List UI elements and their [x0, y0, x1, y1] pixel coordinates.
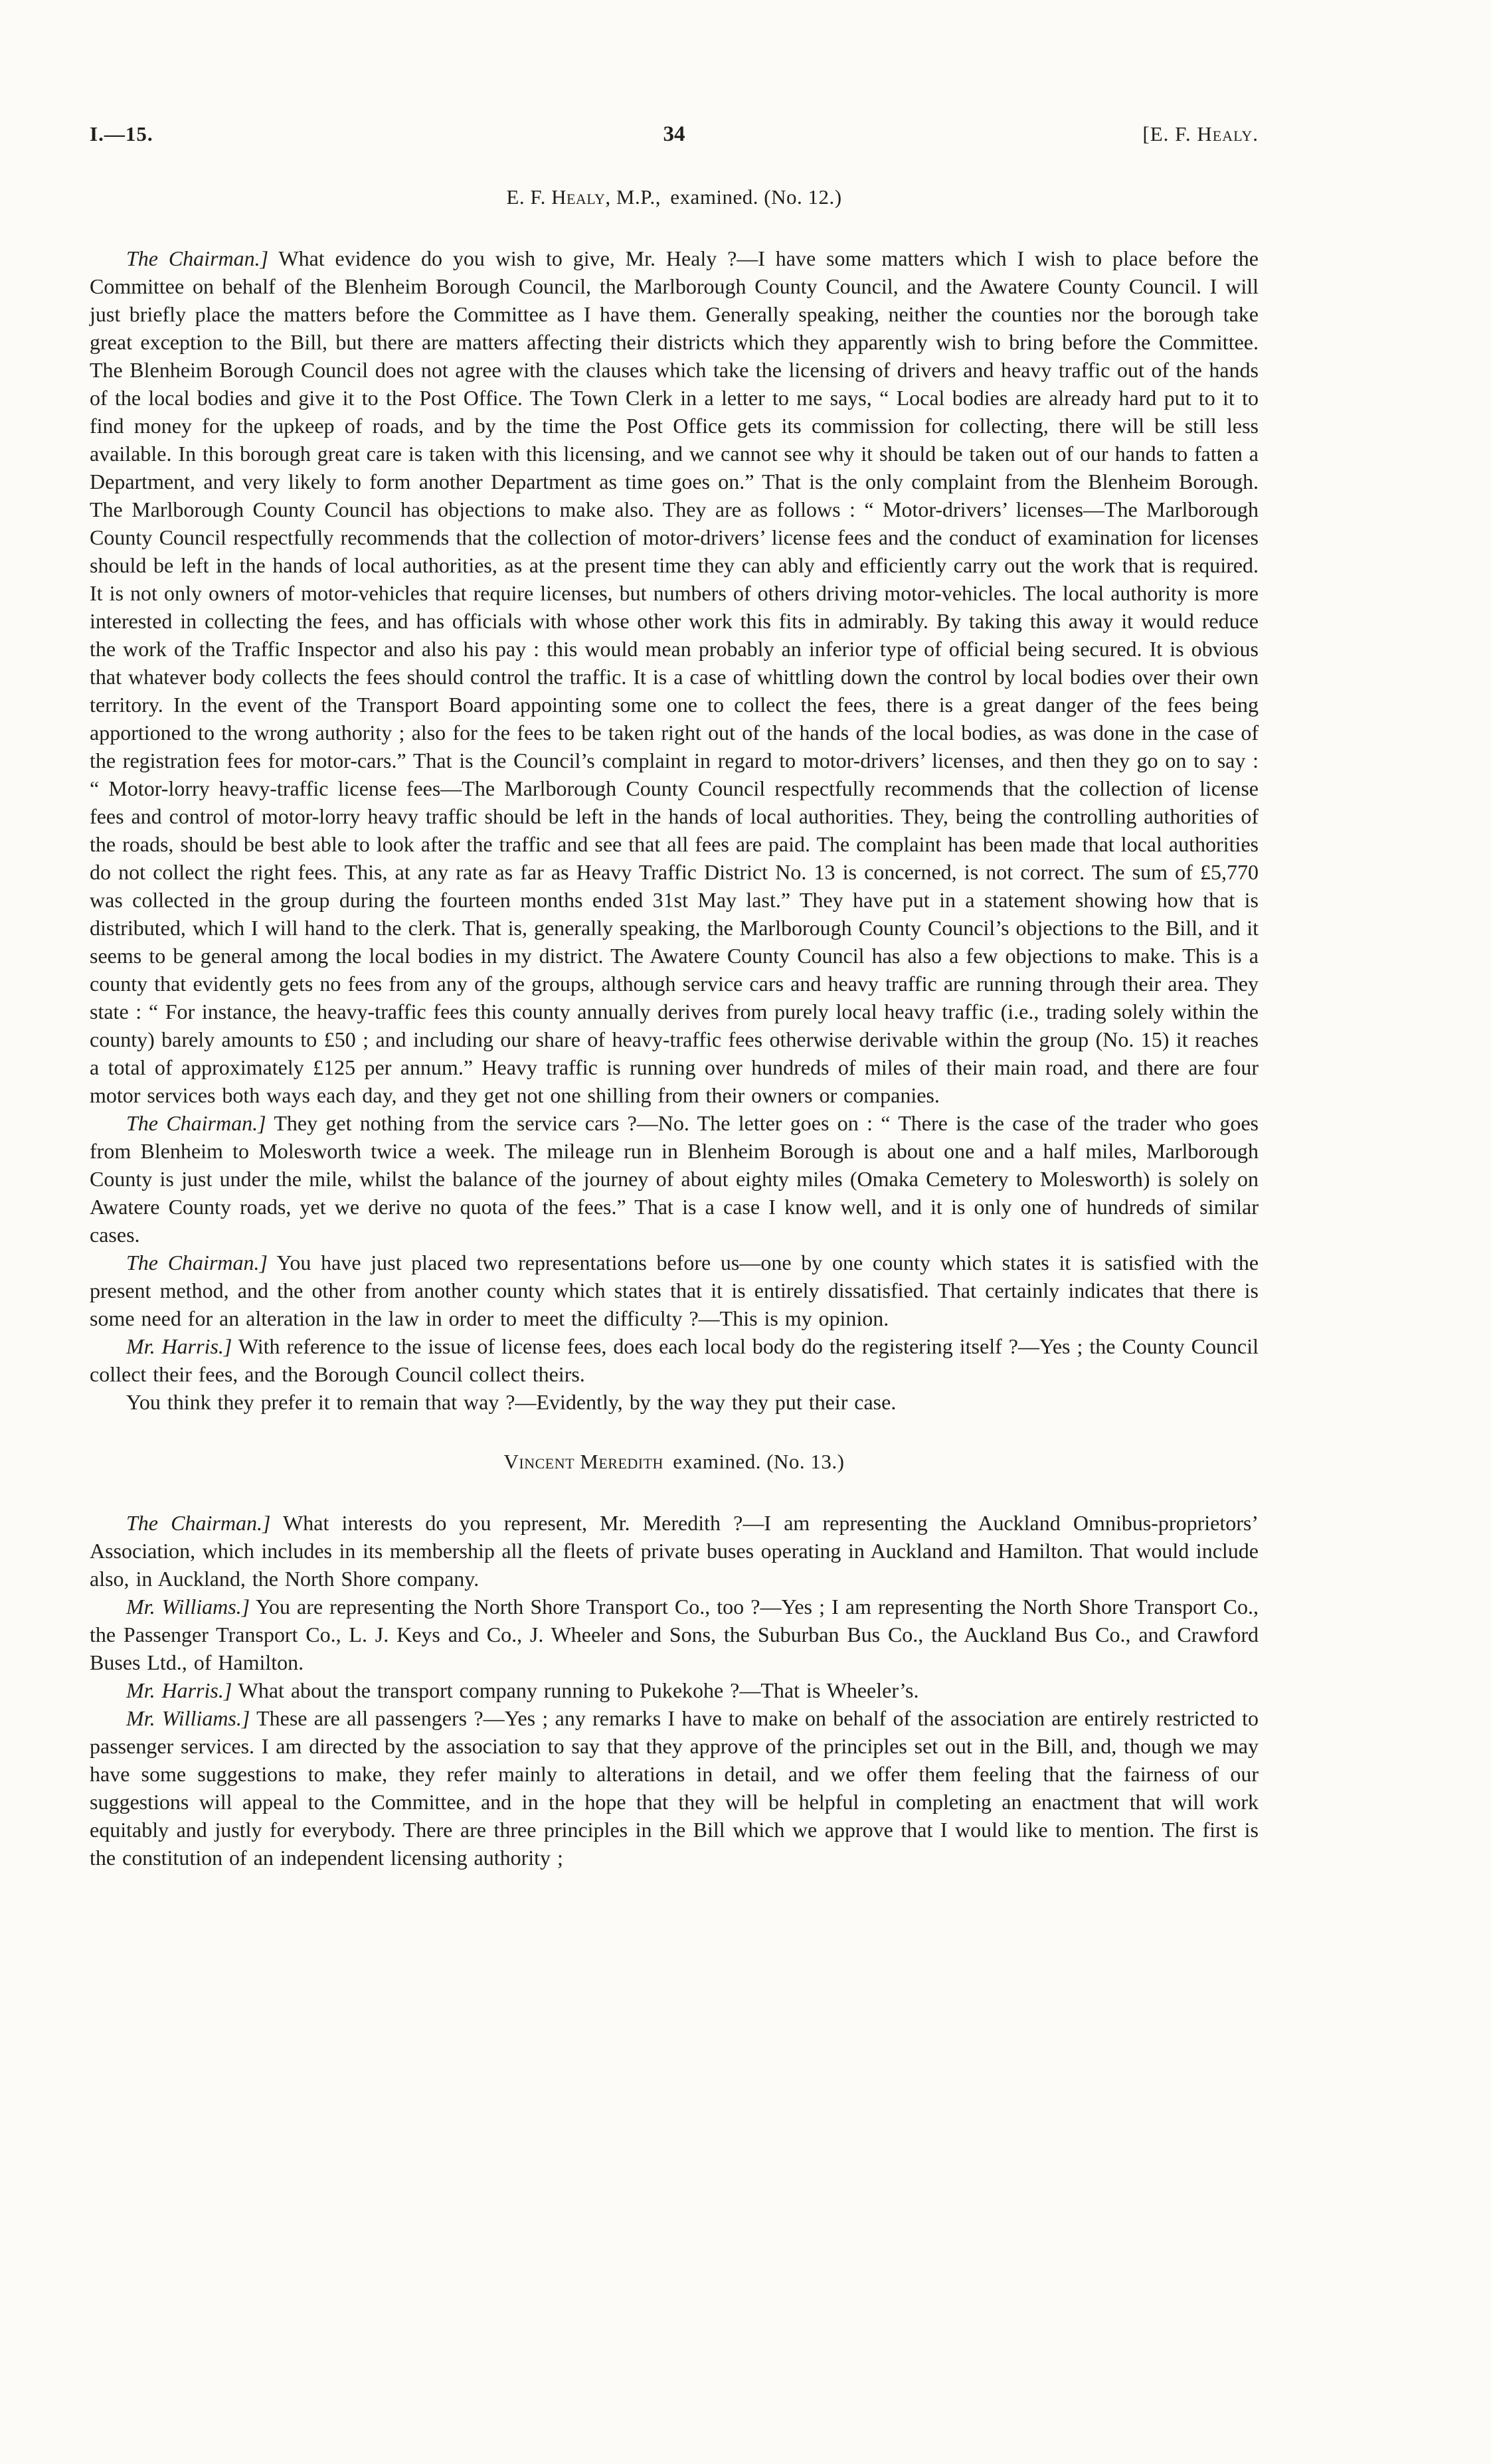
witness-name: E. F. Healy, M.P., — [506, 185, 661, 209]
testimony-section-healy — [90, 183, 1259, 1416]
paragraph-text: You have just placed two representations before us—one by one county which states it is satisfied with the present method, and the other from another county which states that it is entirely dissatisfied. That certainly indicates that there is some need for an alteration in the law in order to meet the difficulty ?—This is my opinion. — [90, 1251, 1259, 1330]
paragraph — [90, 1388, 1259, 1416]
paragraph-text: What evidence do you wish to give, Mr. Healy ?—I have some matters which I wish to place before the Committee on behalf of the Blenheim Borough Council, the Marlborough County Council, and the Awatere County Council. I will just briefly place the matters before the Committee as I have them. Generally speaking, neither the counties nor the borough take great exception to the Bill, but there are matters affecting their districts which they apparently wish to bring before the Committee. The Blenheim Borough Council does not agree with the clauses which take the licensing of drivers and heavy traffic out of the hands of the local bodies and give it to the Post Office. The Town Clerk in a letter to me says, “ Local bodies are already hard put to it to find money for the upkeep of roads, and by the time the Post Office gets its commission for collecting, there will be still less available. In this borough great care is taken with this licensing, and we cannot see why it should be taken out of our hands to fatten a Department, and very likely to form another Department as time goes on.” That is the only complaint from the Blenheim Borough. The Marlborough County Council has objections to make also. They are as follows : “ Motor-drivers’ licenses—The Marlborough County Council respectfully recommends that the collection of motor-drivers’ license fees and the conduct of examination for licenses should be left in the hands of local authorities, as at the present time they can ably and efficiently carry out the work that is required. It is not only owners of motor-vehicles that require licenses, but numbers of others driving motor-vehicles. The local authority is more interested in collecting the fees, and has officials with whose other work this fits in admirably. By taking this away it would reduce the work of the Traffic Inspector and also his pay : this would mean probably an inferior type of official being secured. It is obvious that whatever body collects the fees should control the traffic. It is a case of whittling down the control by local bodies over their own territory. In the event of the Transport Board appointing some one to collect the fees, there is a great danger of the fees being apportioned to the wrong authority ; also for the fees to be taken right out of the hands of the local bodies, as was done in the case of the registration fees for motor-cars.” That is the Council’s complaint in regard to motor-drivers’ licenses, and then they go on to say : “ Motor-lorry heavy-traffic license fees—The Marlborough County Council respectfully recommends that the collection of license fees and control of motor-lorry heavy traffic should be left in the hands of local authorities. They, being the controlling authorities of the roads, should be best able to look after the traffic and see that all fees are paid. The complaint has been made that local authorities do not collect the right fees. This, at any rate as far as Heavy Traffic District No. 13 is concerned, is not correct. The sum of £5,770 was collected in the group during the fourteen months ended 31st May last.” They have put in a statement showing how that is distributed, which I will hand to the clerk. That is, generally speaking, the Marlborough County Council’s objections to the Bill, and it seems to be general among the local bodies in my district. The Awatere County Council has also a few objections to make. This is a county that evidently gets no fees from any of the groups, although service cars and heavy traffic are running through their area. They state : “ For instance, the heavy-traffic fees this county annually derives from purely local heavy traffic (i.e., trading solely within the county) barely amounts to £50 ; and including our share of heavy-traffic fees otherwise derivable within the group (No. 15) it reaches a total of approximately £125 per annum.” Heavy traffic is running over hundreds of miles of their main road, and there are four motor services both ways each day, and they get not one shilling from their owners or companies. — [90, 246, 1259, 1107]
paragraph — [90, 1593, 1259, 1676]
section-heading-meredith — [90, 1448, 1259, 1476]
paragraph-text: You are representing the North Shore Transport Co., too ?—Yes ; I am representing the North Shore Transport Co., the Passenger Transport Co., L. J. Keys and Co., J. Wheeler and Sons, the Suburban Bus Co., the Auckland Bus Co., and Crawford Buses Ltd., of Hamilton. — [90, 1595, 1259, 1674]
paragraph — [90, 1109, 1259, 1249]
speaker-label: Mr. Harris.] — [126, 1334, 232, 1358]
paragraph-text: These are all passengers ?—Yes ; any remarks I have to make on behalf of the association are entirely restricted to passenger services. I am directed by the association to say that they approve of the principles set out in the Bill, and, though we may have some suggestions to make, they refer mainly to alterations in detail, and we offer them feeling that the fairness of our suggestions will appeal to the Committee, and in the hope that they will be helpful in completing an enactment that will work equitably and justly for everybody. There are three principles in the Bill which we approve that I would like to mention. The first is the constitution of an independent licensing authority ; — [90, 1706, 1259, 1870]
running-header — [90, 120, 1259, 149]
paragraph — [90, 1676, 1259, 1704]
paragraph-text: What interests do you represent, Mr. Meredith ?—I am representing the Auckland Omnibus-proprietors’ Association, which includes in its membership all the fleets of private buses operating in Auckland and Hamilton. That would include also, in Auckland, the North Shore company. — [90, 1511, 1259, 1591]
paragraph — [90, 1509, 1259, 1593]
paragraph-text: They get nothing from the service cars ?—No. The letter goes on : “ There is the case of the trader who goes from Blenheim to Molesworth twice a week. The mileage run in Blenheim Borough is about one and a half miles, Marlborough County is just under the mile, whilst the balance of the journey of about eighty miles (Omaka Cemetery to Molesworth) is solely on Awatere County roads, yet we derive no quota of the fees.” That is a case I know well, and it is only one of hundreds of similar cases. — [90, 1111, 1259, 1247]
paragraph — [90, 244, 1259, 1109]
witness-name: Vincent Meredith — [503, 1450, 663, 1473]
paragraph — [90, 1704, 1259, 1872]
speaker-label: Mr. Harris.] — [126, 1678, 232, 1702]
paper-number: I.—15. — [90, 122, 153, 145]
heading-suffix: examined. (No. 13.) — [673, 1450, 845, 1473]
testimony-section-meredith — [90, 1448, 1259, 1872]
paragraph — [90, 1249, 1259, 1332]
speaker-label: The Chairman.] — [126, 1111, 266, 1135]
heading-suffix: examined. (No. 12.) — [670, 185, 842, 209]
speaker-label: The Chairman.] — [126, 1511, 271, 1535]
text-block — [90, 120, 1259, 1872]
speaker-label: The Chairman.] — [126, 1251, 268, 1275]
paragraph-text: What about the transport company running to Pukekohe ?—That is Wheeler’s. — [238, 1678, 919, 1702]
page-number: 34 — [663, 122, 685, 146]
speaker-label: Mr. Williams.] — [126, 1595, 250, 1619]
paragraph-text: You think they prefer it to remain that way ?—Evidently, by the way they put their case. — [126, 1390, 897, 1414]
section-heading-healy — [90, 183, 1259, 211]
speaker-label: Mr. Williams.] — [126, 1706, 250, 1730]
speaker-label: The Chairman.] — [126, 246, 269, 270]
paragraph — [90, 1332, 1259, 1388]
running-witness-name: [E. F. Healy. — [1142, 122, 1259, 145]
paragraph-text: With reference to the issue of license fees, does each local body do the registering itself ?—Yes ; the County Council collect their fees, and the Borough Council collect theirs. — [90, 1334, 1259, 1386]
